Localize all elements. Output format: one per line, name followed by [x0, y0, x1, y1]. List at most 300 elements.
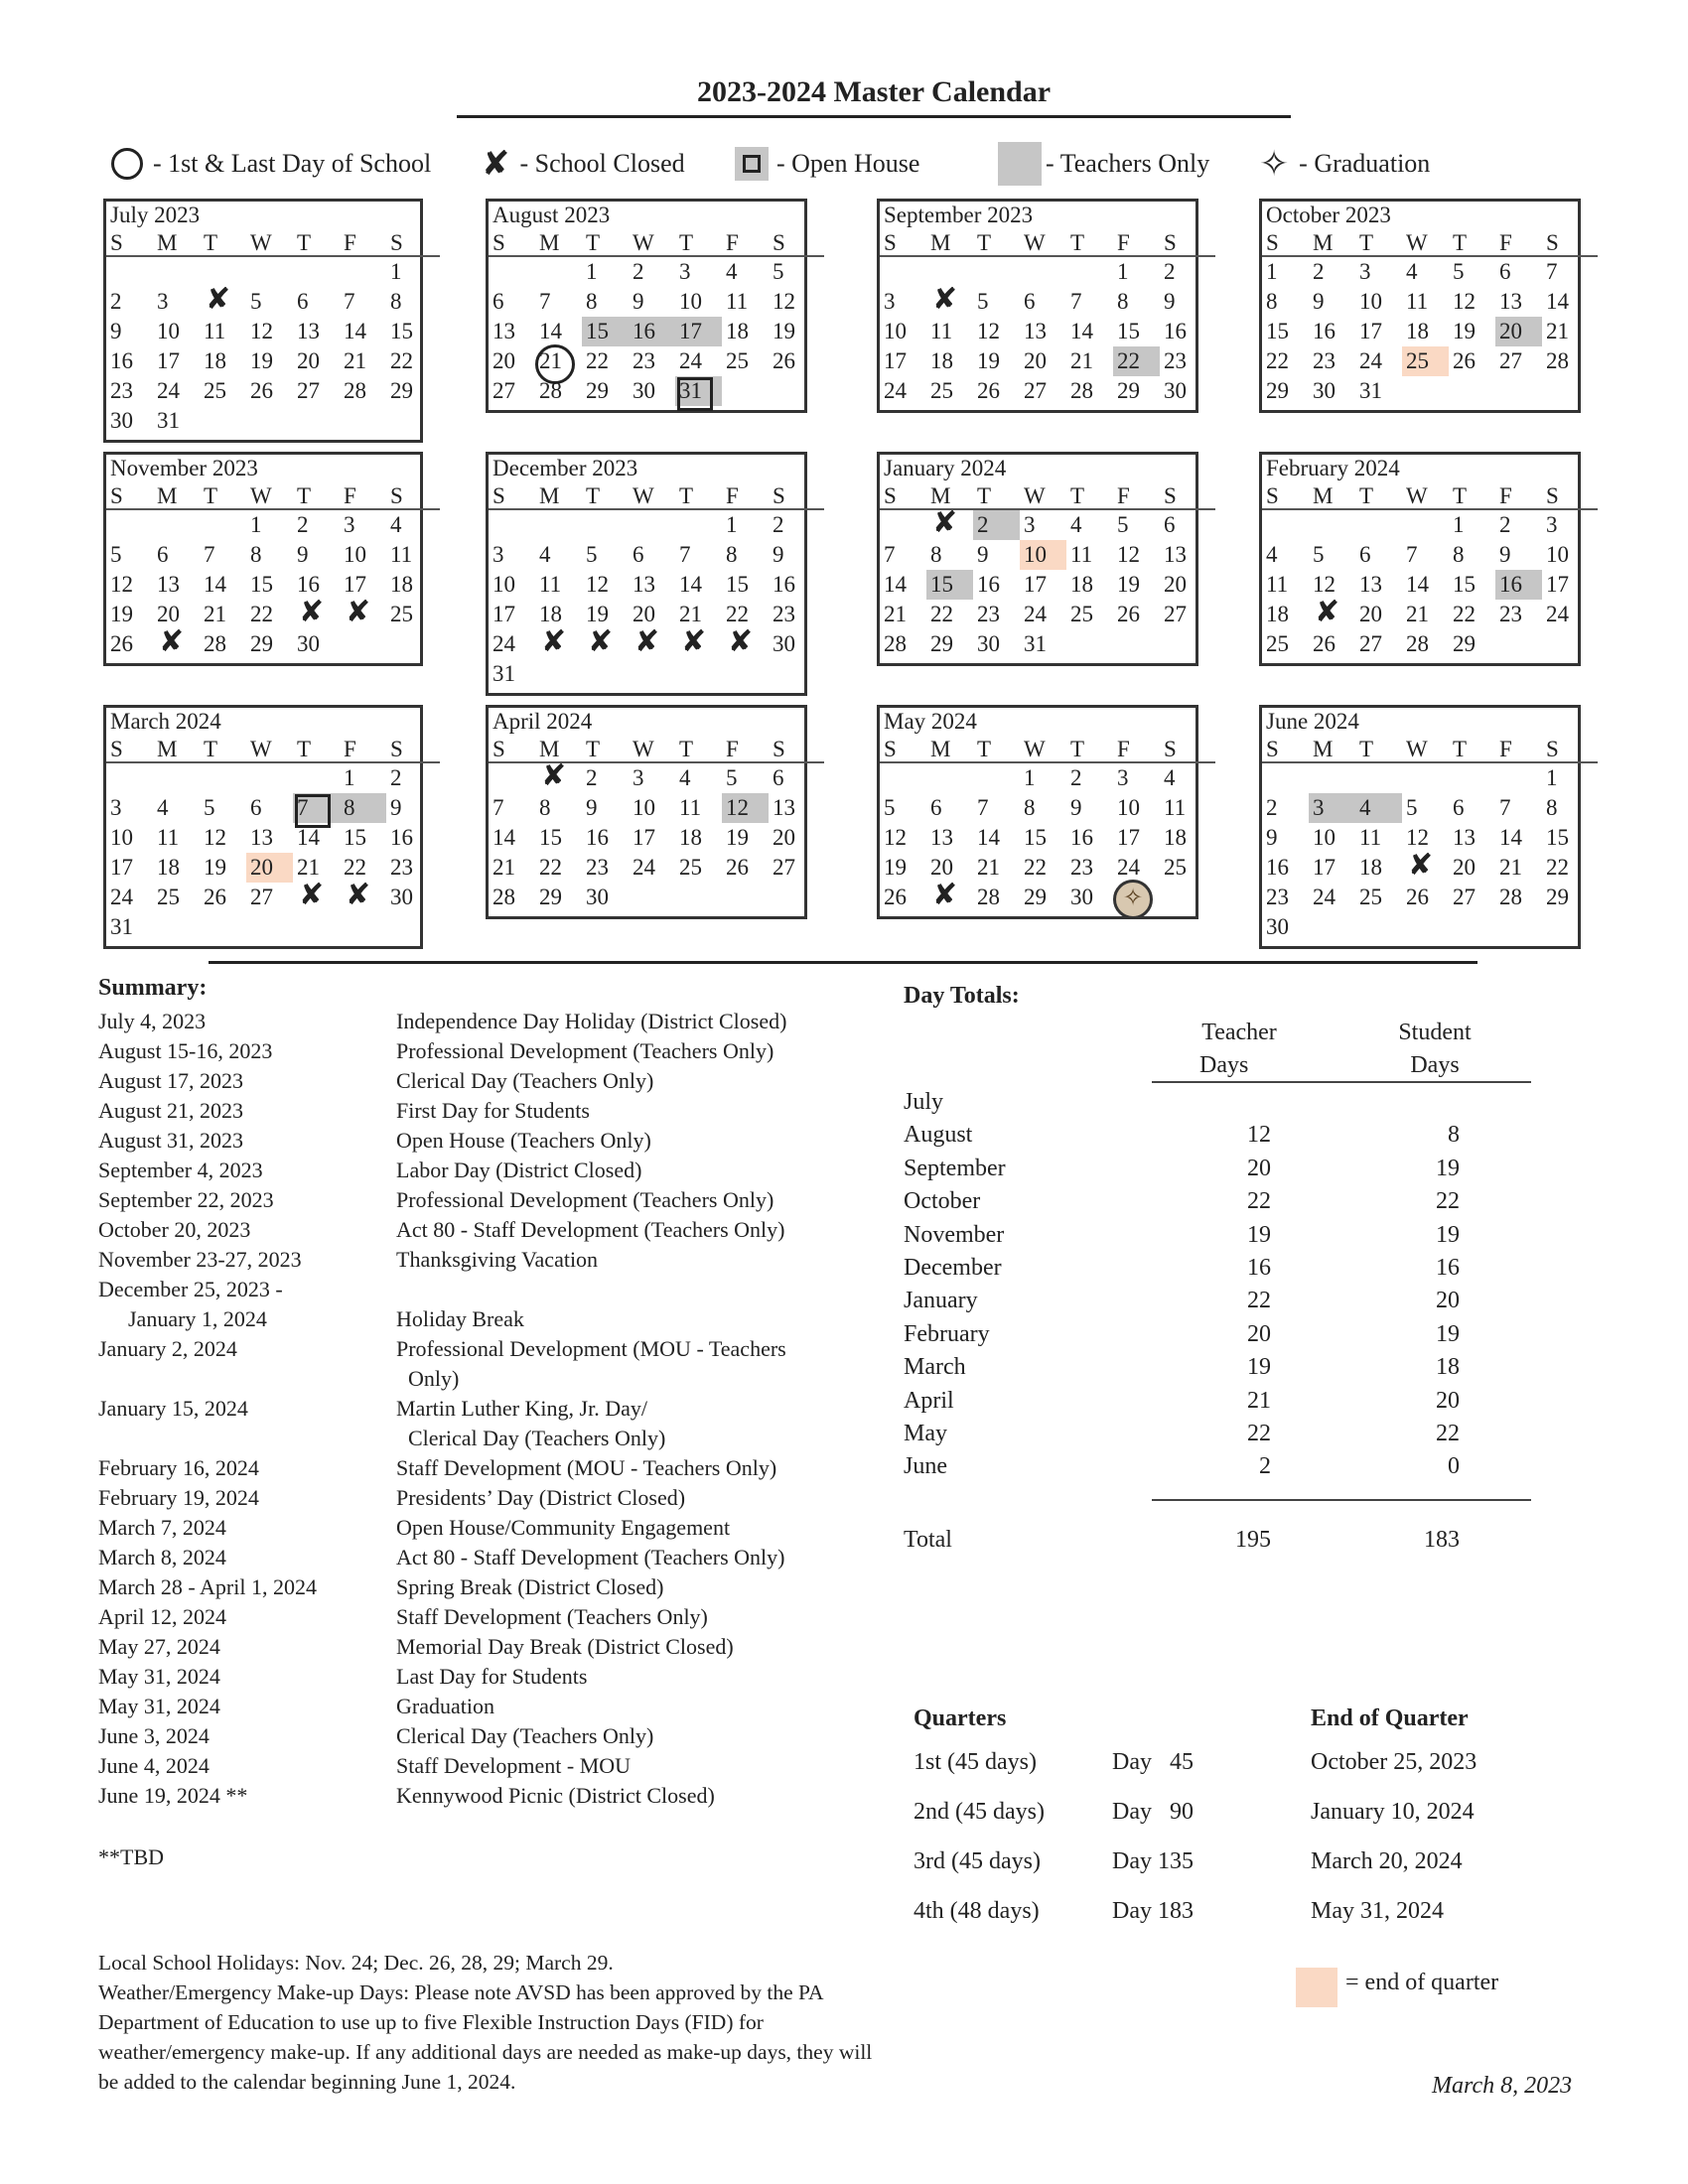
day-closed — [535, 629, 582, 659]
day-cell: 18 — [1406, 319, 1429, 343]
weekday-label: S — [884, 230, 897, 255]
day-cell: 1 — [1453, 512, 1465, 537]
quarters-heading: Quarters — [914, 1706, 1007, 1731]
day-cell: 13 — [930, 825, 953, 850]
day-cell: 9 — [586, 795, 598, 820]
day-cell: 22 — [1546, 855, 1569, 880]
empty-cell — [106, 257, 153, 287]
day-cell: 30 — [1164, 378, 1187, 403]
footnote-paragraph: Local School Holidays: Nov. 24; Dec. 26, 28, 29; March 29. — [98, 1951, 614, 1975]
day-cell: 24 — [1546, 602, 1569, 626]
day-grey: 16 — [1495, 570, 1542, 600]
empty-cell — [973, 257, 1020, 287]
empty-cell — [629, 510, 675, 540]
weekday-header — [1262, 229, 1598, 257]
quarter-name: 1st (45 days) — [914, 1749, 1037, 1775]
day-cell: 7 — [204, 542, 215, 567]
day-grid — [1262, 510, 1578, 659]
day-cell: 19 — [773, 319, 795, 343]
day-cell: 10 — [492, 572, 515, 597]
day-cell: 29 — [1453, 631, 1476, 656]
day-cell: 9 — [1499, 542, 1511, 567]
weekday-label: T — [204, 483, 218, 508]
month-calendar — [1259, 705, 1581, 949]
day-cell: 18 — [1070, 572, 1093, 597]
weekday-label: M — [539, 483, 560, 508]
summary-date: February 16, 2024 — [98, 1455, 259, 1480]
day-cell: 1 — [1266, 259, 1278, 284]
teacher-days: 19 — [1247, 1354, 1271, 1381]
weekday-label: S — [773, 230, 785, 255]
day-cell: 2 — [1164, 259, 1176, 284]
day-cell: 26 — [250, 378, 273, 403]
day-cell: 23 — [1266, 885, 1289, 909]
header-line: Student — [1398, 1020, 1472, 1045]
day-cell: 10 — [1359, 289, 1382, 314]
day-cell: 15 — [1024, 825, 1047, 850]
day-cell: 13 — [492, 319, 515, 343]
summary-date: November 23-27, 2023 — [98, 1247, 302, 1272]
day-cell: 24 — [1313, 885, 1336, 909]
day-cell: 19 — [586, 602, 609, 626]
summary-row — [98, 1602, 873, 1632]
empty-cell — [1402, 763, 1449, 793]
day-cell: 1 — [1117, 259, 1129, 284]
weekday-label: T — [977, 230, 992, 255]
day-cell: 29 — [1024, 885, 1047, 909]
day-cell: 3 — [1546, 512, 1558, 537]
day-cell: 12 — [110, 572, 133, 597]
day-cell: 26 — [204, 885, 226, 909]
summary-row — [98, 1036, 873, 1066]
day-cell: 14 — [1499, 825, 1522, 850]
summary-description: Thanksgiving Vacation — [396, 1247, 599, 1272]
day-cell: 23 — [1164, 348, 1187, 373]
day-cell: 6 — [1453, 795, 1465, 820]
weekday-label: M — [1313, 230, 1334, 255]
day-cell: 5 — [250, 289, 262, 314]
summary-row — [98, 1245, 873, 1275]
day-cell: 26 — [773, 348, 795, 373]
quarter-end-date: January 10, 2024 — [1311, 1799, 1475, 1825]
day-cell: 30 — [977, 631, 1000, 656]
day-cell: 14 — [977, 825, 1000, 850]
weekday-label: T — [204, 230, 218, 255]
day-circle: 21 — [535, 346, 582, 376]
summary-row — [98, 1304, 873, 1334]
month-label: May — [904, 1421, 947, 1446]
summary-description: Kennywood Picnic (District Closed) — [396, 1783, 715, 1808]
empty-cell — [880, 257, 926, 287]
day-cell: 8 — [1024, 795, 1036, 820]
empty-cell — [1355, 763, 1402, 793]
month-name: January 2024 — [884, 456, 1007, 480]
month-label: February — [904, 1320, 990, 1347]
day-cell: 1 — [1546, 765, 1558, 790]
day-cell: 20 — [492, 348, 515, 373]
weekday-label: T — [679, 230, 694, 255]
day-totals-rule — [1152, 1081, 1531, 1083]
total-teacher: 195 — [1235, 1527, 1271, 1553]
day-cell: 9 — [977, 542, 989, 567]
weekday-label: F — [344, 483, 356, 508]
day-grey: 2 — [973, 510, 1020, 540]
day-cell: 26 — [977, 378, 1000, 403]
day-cell: 21 — [204, 602, 226, 626]
day-cell: 4 — [1406, 259, 1418, 284]
day-cell: 27 — [1359, 631, 1382, 656]
day-grey: 16 — [629, 317, 675, 346]
month-calendar — [1259, 452, 1581, 666]
day-cell: 28 — [1406, 631, 1429, 656]
day-grad — [1113, 883, 1160, 912]
day-cell: 23 — [633, 348, 655, 373]
weekday-label: T — [1070, 483, 1085, 508]
day-cell: 9 — [110, 319, 122, 343]
day-cell: 28 — [344, 378, 366, 403]
summary-description: Presidents’ Day (District Closed) — [396, 1485, 686, 1510]
empty-cell — [1355, 510, 1402, 540]
day-grey: 22 — [1113, 346, 1160, 376]
day-totals-row — [904, 1418, 1539, 1450]
summary-row — [98, 1513, 873, 1543]
day-cell: 14 — [344, 319, 366, 343]
day-cell: 3 — [492, 542, 504, 567]
empty-cell — [1262, 510, 1309, 540]
summary-date: August 31, 2023 — [98, 1128, 244, 1153]
day-grey: 3 — [1309, 793, 1355, 823]
day-cell: 13 — [1164, 542, 1187, 567]
day-cell: 8 — [1546, 795, 1558, 820]
teacher-days: 20 — [1247, 1155, 1271, 1181]
day-totals-row — [904, 1450, 1539, 1483]
day-cell: 3 — [110, 795, 122, 820]
day-closed — [926, 287, 973, 317]
summary-date: August 15-16, 2023 — [98, 1038, 273, 1063]
day-cell: 8 — [930, 542, 942, 567]
day-cell: 11 — [1266, 572, 1289, 597]
summary-description: Open House (Teachers Only) — [396, 1128, 651, 1153]
summary-description: Labor Day (District Closed) — [396, 1158, 642, 1182]
day-cell: 6 — [250, 795, 262, 820]
day-cell: 6 — [157, 542, 169, 567]
day-cell: 3 — [633, 765, 644, 790]
day-cell: 2 — [1266, 795, 1278, 820]
end-of-quarter-swatch — [1296, 1968, 1337, 2007]
day-cell: 6 — [1499, 259, 1511, 284]
day-cell: 19 — [884, 855, 907, 880]
day-cell: 27 — [1164, 602, 1187, 626]
empty-cell — [489, 763, 535, 793]
summary-date: April 12, 2024 — [98, 1604, 226, 1629]
day-cell: 8 — [1117, 289, 1129, 314]
weekday-label: M — [930, 483, 951, 508]
day-cell: 21 — [1546, 319, 1569, 343]
header-line: Teacher — [1201, 1020, 1277, 1045]
day-closed — [153, 629, 200, 659]
section-divider — [209, 961, 1477, 964]
day-totals-heading: Day Totals: — [904, 983, 1020, 1009]
day-totals-row — [904, 1185, 1539, 1218]
summary-date: August 21, 2023 — [98, 1098, 244, 1123]
day-cell: 4 — [1266, 542, 1278, 567]
day-cell: 19 — [1117, 572, 1140, 597]
day-grid — [106, 510, 420, 659]
day-grid — [106, 257, 420, 436]
day-cell: 28 — [884, 631, 907, 656]
weekday-label: T — [297, 230, 312, 255]
month-label: September — [904, 1155, 1006, 1181]
day-cell: 11 — [157, 825, 180, 850]
month-name: April 2024 — [492, 709, 593, 734]
weekday-label: M — [1313, 483, 1334, 508]
day-cell: 11 — [1406, 289, 1429, 314]
day-cell: 31 — [110, 914, 133, 939]
day-cell: 2 — [390, 765, 402, 790]
day-grid — [880, 763, 1196, 912]
summary-date: June 3, 2024 — [98, 1723, 210, 1748]
day-cell: 29 — [1117, 378, 1140, 403]
student-days: 19 — [1436, 1320, 1460, 1347]
teacher-days: 21 — [1247, 1387, 1271, 1414]
day-grey: 15 — [582, 317, 629, 346]
month-calendar — [877, 199, 1198, 413]
day-totals-row — [904, 1318, 1539, 1351]
star-icon: ✧ — [1259, 143, 1290, 185]
legend-closed — [482, 144, 685, 184]
day-cell: 9 — [390, 795, 402, 820]
empty-cell — [340, 257, 386, 287]
day-cell: 16 — [1313, 319, 1336, 343]
day-cell: 11 — [539, 572, 562, 597]
day-cell: 4 — [1164, 765, 1176, 790]
weekday-label: W — [1024, 483, 1046, 508]
weekday-label: W — [1406, 230, 1428, 255]
weekday-label: S — [492, 230, 505, 255]
legend-label: - Teachers Only — [1046, 149, 1210, 178]
day-cell: 11 — [1070, 542, 1093, 567]
teacher-days: 22 — [1247, 1421, 1271, 1446]
quarter-end-date: October 25, 2023 — [1311, 1749, 1477, 1775]
weekday-label: W — [633, 737, 654, 761]
day-cell: 7 — [679, 542, 691, 567]
month-calendar — [1259, 199, 1581, 413]
weekday-label: S — [110, 483, 123, 508]
day-cell: 13 — [773, 795, 795, 820]
student-days: 22 — [1436, 1421, 1460, 1446]
day-cell: 22 — [390, 348, 413, 373]
day-cell: 13 — [157, 572, 180, 597]
day-cell: 18 — [930, 348, 953, 373]
weekday-label: T — [586, 230, 601, 255]
month-name: October 2023 — [1266, 203, 1391, 227]
weekday-label: W — [633, 230, 654, 255]
day-cell: 16 — [1164, 319, 1187, 343]
day-cell: 12 — [1406, 825, 1429, 850]
weekday-header — [106, 482, 440, 510]
month-label: October — [904, 1188, 981, 1215]
weekday-label: T — [977, 483, 992, 508]
day-cell: 11 — [1359, 825, 1382, 850]
day-cell: 11 — [204, 319, 226, 343]
day-cell: 24 — [1024, 602, 1047, 626]
quarter-name: 3rd (45 days) — [914, 1848, 1041, 1874]
weekday-label: F — [1117, 483, 1130, 508]
day-cell: 10 — [1313, 825, 1336, 850]
day-totals-row — [904, 1252, 1539, 1285]
weekday-label: W — [1024, 737, 1046, 761]
day-cell: 17 — [884, 348, 907, 373]
weekday-label: F — [344, 230, 356, 255]
day-cell: 28 — [1499, 885, 1522, 909]
summary-description: Staff Development - MOU — [396, 1753, 632, 1778]
student-days: 18 — [1436, 1354, 1460, 1381]
teacher-days: 2 — [1259, 1453, 1271, 1480]
day-cell: 6 — [1024, 289, 1036, 314]
summary-date: August 17, 2023 — [98, 1068, 244, 1093]
day-totals-row — [904, 1119, 1539, 1152]
teacher-days-header — [1160, 1017, 1319, 1082]
day-cell: 16 — [297, 572, 320, 597]
weekday-label: M — [539, 230, 560, 255]
day-cell: 17 — [492, 602, 515, 626]
day-grey: 17 — [675, 317, 722, 346]
day-cell: 28 — [492, 885, 515, 909]
day-cell: 7 — [977, 795, 989, 820]
day-cell: 13 — [1024, 319, 1047, 343]
weekday-header — [1262, 482, 1598, 510]
day-cell: 18 — [679, 825, 702, 850]
day-cell: 29 — [586, 378, 609, 403]
day-closed — [293, 600, 340, 629]
month-calendar — [877, 705, 1198, 919]
weekday-label: T — [679, 483, 694, 508]
day-cell: 31 — [157, 408, 180, 433]
weekday-label: S — [110, 737, 123, 761]
month-label: November — [904, 1221, 1005, 1248]
month-calendar — [103, 199, 423, 443]
day-cell: 11 — [679, 795, 702, 820]
day-cell: 21 — [297, 855, 320, 880]
day-cell: 26 — [1313, 631, 1336, 656]
weekday-label: M — [157, 483, 178, 508]
empty-cell — [1309, 763, 1355, 793]
empty-cell — [1495, 763, 1542, 793]
summary-description: Graduation — [396, 1694, 494, 1718]
day-closed — [629, 629, 675, 659]
weekday-header — [489, 736, 824, 763]
day-cell: 15 — [1266, 319, 1289, 343]
month-name: June 2024 — [1266, 709, 1359, 734]
day-cell: 30 — [1313, 378, 1336, 403]
circle-icon — [111, 148, 143, 180]
day-cell: 18 — [1359, 855, 1382, 880]
day-cell: 11 — [390, 542, 413, 567]
day-cell: 3 — [1024, 512, 1036, 537]
day-cell: 21 — [1499, 855, 1522, 880]
summary-date: March 8, 2024 — [98, 1545, 226, 1570]
day-cell: 7 — [1406, 542, 1418, 567]
day-cell: 13 — [250, 825, 273, 850]
month-label: January — [904, 1288, 978, 1314]
teacher-days: 19 — [1247, 1221, 1271, 1248]
weekday-label: F — [1117, 737, 1130, 761]
day-cell: 8 — [1453, 542, 1465, 567]
day-cell: 29 — [539, 885, 562, 909]
summary-description: Act 80 - Staff Development (Teachers Only) — [396, 1217, 785, 1242]
day-cell: 10 — [110, 825, 133, 850]
summary-date: June 4, 2024 — [98, 1753, 210, 1778]
day-cell: 28 — [1546, 348, 1569, 373]
summary-row — [98, 1215, 873, 1245]
day-cell: 8 — [1266, 289, 1278, 314]
day-cell: 5 — [1406, 795, 1418, 820]
day-cell: 6 — [633, 542, 644, 567]
month-calendar — [486, 705, 807, 919]
summary-description: Professional Development (Teachers Only) — [396, 1038, 774, 1063]
weekday-label: M — [539, 737, 560, 761]
day-cell: 27 — [250, 885, 273, 909]
weekday-label: W — [250, 230, 272, 255]
day-cell: 2 — [1313, 259, 1325, 284]
day-cell: 4 — [1070, 512, 1082, 537]
summary-row — [98, 1275, 873, 1304]
summary-row — [98, 1662, 873, 1692]
day-peach: 25 — [1402, 346, 1449, 376]
summary-row — [98, 1156, 873, 1185]
day-cell: 3 — [679, 259, 691, 284]
day-cell: 14 — [297, 825, 320, 850]
day-cell: 23 — [1070, 855, 1093, 880]
weekday-label: S — [390, 230, 403, 255]
day-cell: 17 — [1117, 825, 1140, 850]
student-days: 20 — [1436, 1288, 1460, 1314]
end-of-quarter-legend: = end of quarter — [1345, 1970, 1499, 1995]
day-cell: 6 — [930, 795, 942, 820]
month-name: May 2024 — [884, 709, 977, 734]
empty-cell — [153, 257, 200, 287]
summary-description: Clerical Day (Teachers Only) — [396, 1068, 654, 1093]
day-cell: 20 — [1024, 348, 1047, 373]
student-days: 8 — [1448, 1122, 1460, 1149]
open-house-icon — [735, 147, 769, 181]
day-cell: 8 — [586, 289, 598, 314]
weekday-label: F — [1499, 737, 1512, 761]
day-closed — [926, 510, 973, 540]
summary-description: Professional Development (MOU - Teachers — [396, 1336, 786, 1361]
summary-description: Holiday Break — [396, 1306, 524, 1331]
weekday-label: S — [1266, 230, 1279, 255]
day-cell: 25 — [930, 378, 953, 403]
summary-date: October 20, 2023 — [98, 1217, 251, 1242]
day-cell: 15 — [250, 572, 273, 597]
day-cell: 3 — [884, 289, 896, 314]
legend-label: - Graduation — [1299, 149, 1431, 178]
empty-cell — [973, 763, 1020, 793]
summary-row — [98, 1572, 873, 1602]
day-closed — [200, 287, 246, 317]
summary-description: Act 80 - Staff Development (Teachers Only) — [396, 1545, 785, 1570]
weekday-header — [880, 736, 1215, 763]
day-cell: 10 — [633, 795, 655, 820]
header-line: Days — [1410, 1052, 1460, 1078]
empty-cell — [246, 763, 293, 793]
summary-row — [98, 1185, 873, 1215]
day-cell: 8 — [726, 542, 738, 567]
empty-cell — [880, 763, 926, 793]
weekday-label: W — [1406, 483, 1428, 508]
weekday-label: M — [1313, 737, 1334, 761]
